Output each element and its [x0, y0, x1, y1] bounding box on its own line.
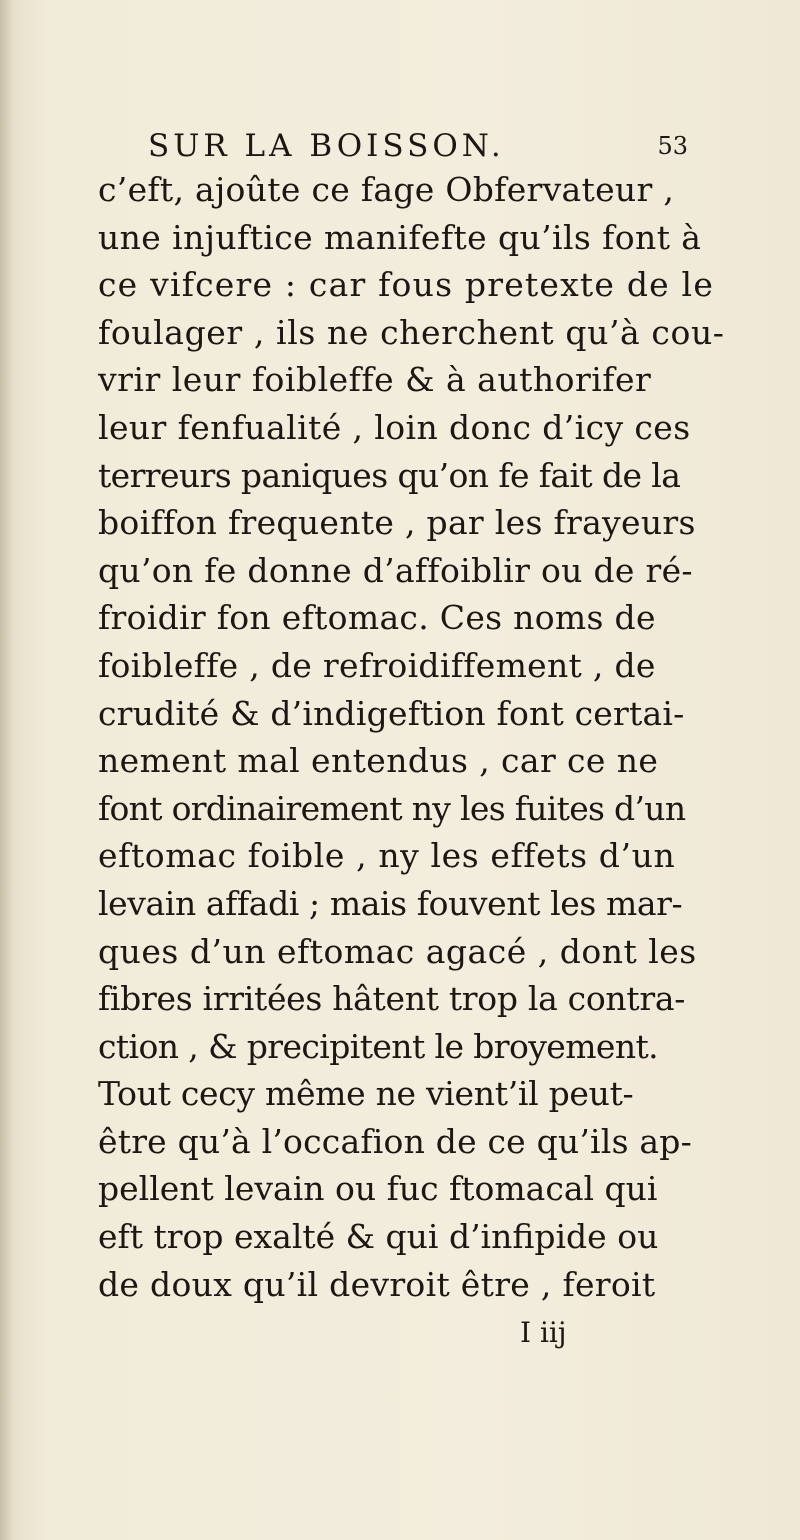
text-line: être qu’à l’occafion de ce qu’ils ap- — [98, 1121, 692, 1161]
body-text — [98, 166, 725, 1308]
page-number: 53 — [657, 132, 688, 160]
text-line: leur fenfualité , loin donc d’icy ces — [98, 407, 691, 447]
running-head — [148, 128, 688, 168]
text-line: fibres irritées hâtent trop la contra- — [98, 979, 686, 1019]
text-line: font ordinairement ny les fuites d’un — [98, 788, 686, 828]
text-line: foibleffe , de refroidiffement , de — [98, 645, 656, 685]
running-title: SUR LA BOISSON. — [148, 128, 505, 164]
text-line: pellent levain ou fuc ftomacal qui — [98, 1169, 658, 1209]
text-line: froidir fon eftomac. Ces noms de — [98, 598, 656, 638]
text-line: eftomac foible , ny les effets d’un — [98, 836, 676, 876]
signature-mark: I iij — [520, 1316, 567, 1349]
text-line: ction , & precipitent le broyement. — [98, 1026, 659, 1066]
text-line: c’eft, ajoûte ce fage Obfervateur , — [98, 170, 675, 209]
text-line: foulager , ils ne cherchent qu’à cou- — [98, 312, 725, 352]
text-line: une injuftice manifefte qu’ils font à — [98, 217, 702, 257]
binding-shadow — [0, 0, 14, 1540]
text-line: vrir leur foibleffe & à authorifer — [98, 360, 652, 400]
text-line: ques d’un eftomac agacé , dont les — [98, 931, 697, 971]
text-line: eft trop exalté & qui d’infipide ou — [98, 1217, 659, 1257]
text-line: terreurs paniques qu’on fe fait de la — [98, 455, 681, 495]
text-line: nement mal entendus , car ce ne — [98, 741, 659, 781]
text-line: Tout cecy même ne vient’il peut- — [98, 1074, 634, 1114]
text-line: levain affadi ; mais fouvent les mar- — [98, 883, 683, 923]
text-line: ce vifcere : car fous pretexte de le — [98, 265, 715, 305]
text-line: de doux qu’il devroit être , feroit — [98, 1264, 656, 1304]
text-line: qu’on fe donne d’affoiblir ou de ré- — [98, 550, 693, 590]
text-line: boiffon frequente , par les frayeurs — [98, 503, 696, 543]
text-line: crudité & d’indigeftion font certai- — [98, 693, 685, 733]
